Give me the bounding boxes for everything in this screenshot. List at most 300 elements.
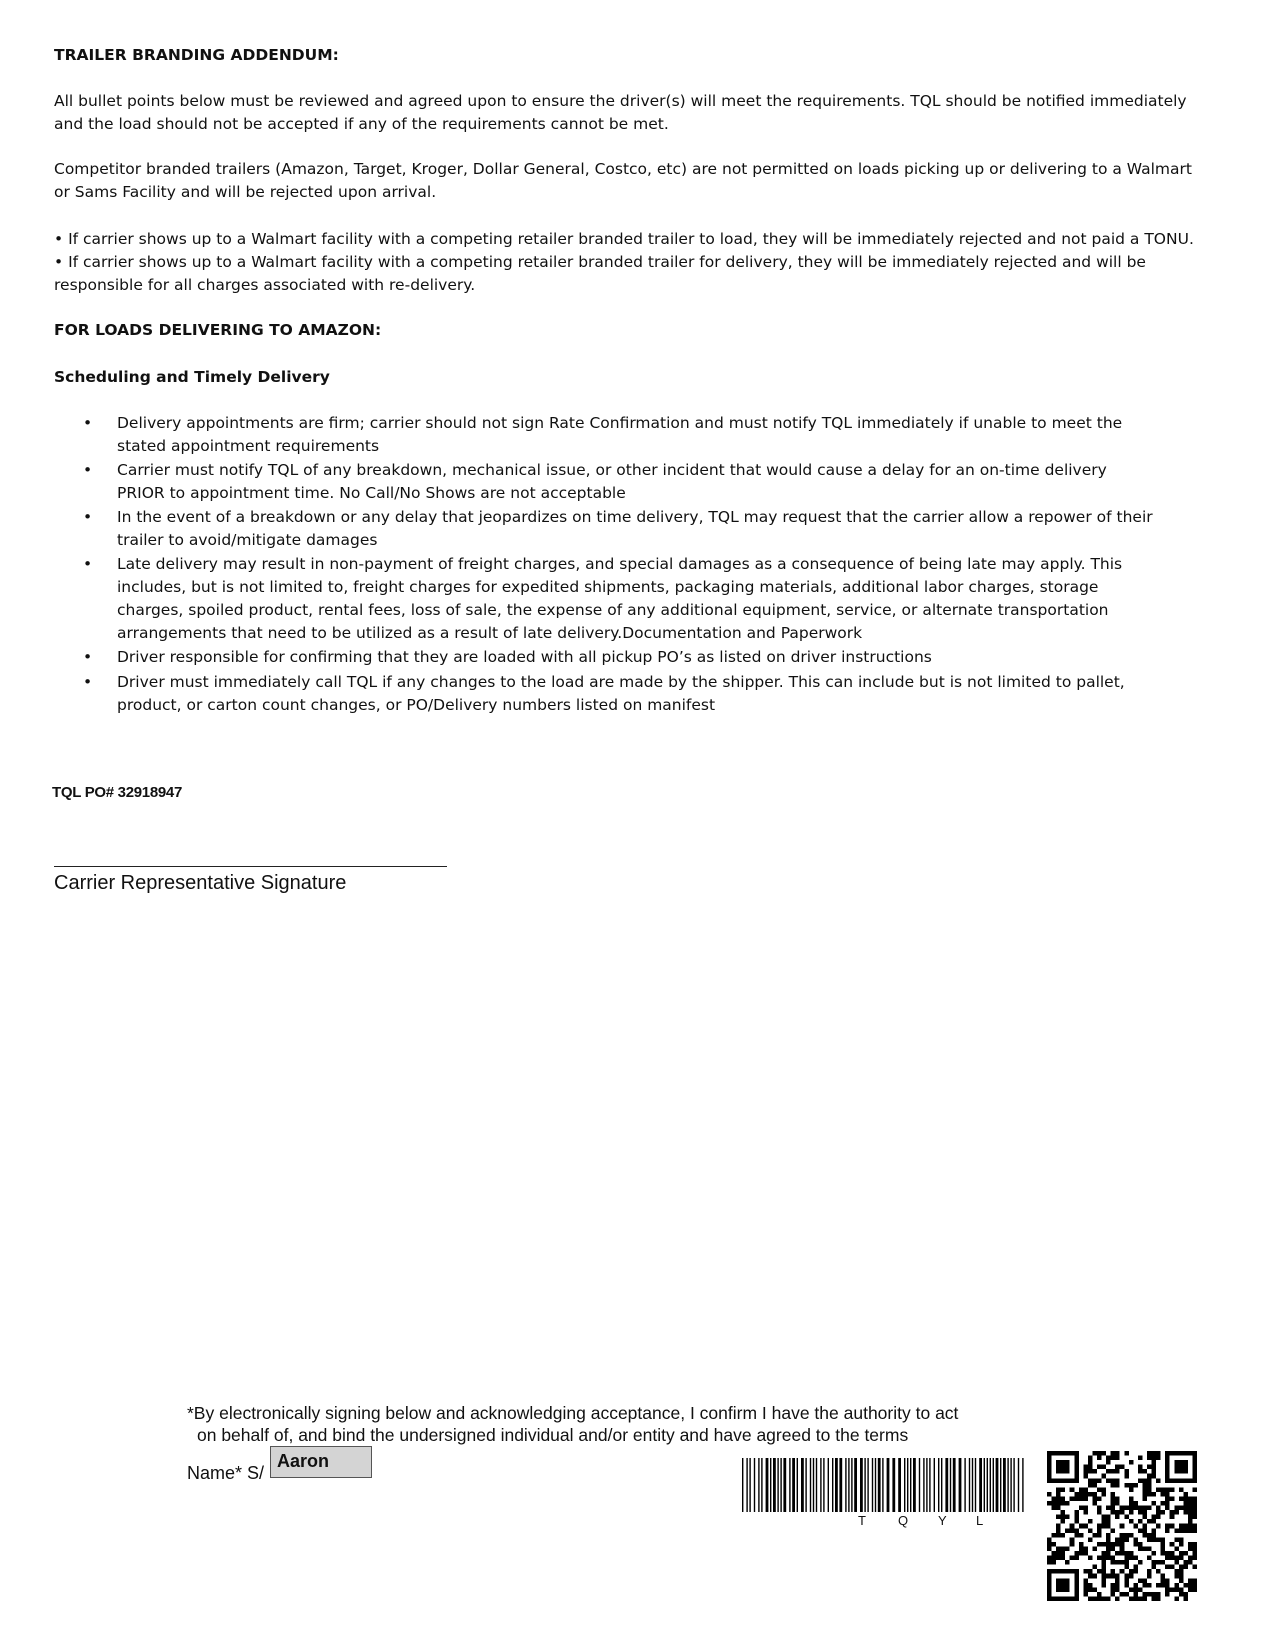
qr-module — [1165, 1587, 1170, 1592]
qr-module — [1083, 1474, 1088, 1479]
qr-module — [1047, 1556, 1052, 1561]
qr-module — [1156, 1537, 1161, 1542]
qr-module — [1188, 1515, 1193, 1520]
qr-module — [1152, 1515, 1157, 1520]
barcode-bar — [929, 1458, 930, 1512]
qr-module — [1156, 1583, 1161, 1588]
qr-module — [1156, 1451, 1161, 1456]
qr-module — [1174, 1510, 1179, 1515]
qr-module — [1097, 1524, 1102, 1529]
name-signature-field[interactable]: Aaron — [270, 1446, 372, 1478]
barcode-bar — [938, 1458, 939, 1512]
qr-module — [1165, 1487, 1170, 1492]
qr-module — [1129, 1487, 1134, 1492]
qr-module — [1120, 1551, 1125, 1556]
qr-module — [1111, 1496, 1116, 1501]
qr-module — [1174, 1587, 1179, 1592]
qr-module — [1161, 1551, 1166, 1556]
qr-module — [1188, 1587, 1193, 1592]
qr-module — [1083, 1506, 1088, 1511]
acknowledgement-line-2: on behalf of, and bind the undersigned individual and/or entity and have agreed to the terms — [197, 1425, 909, 1445]
qr-module — [1192, 1556, 1197, 1561]
barcode-bar — [749, 1458, 750, 1512]
qr-module — [1097, 1510, 1102, 1515]
barcode-bar — [993, 1458, 994, 1512]
qr-module — [1138, 1465, 1143, 1470]
qr-module — [1120, 1510, 1125, 1515]
qr-module — [1106, 1546, 1111, 1551]
qr-module — [1074, 1528, 1079, 1533]
qr-module — [1115, 1456, 1120, 1461]
qr-module — [1165, 1524, 1170, 1529]
barcode-bar — [789, 1458, 790, 1512]
qr-module — [1088, 1587, 1093, 1592]
qr-module — [1115, 1483, 1120, 1488]
qr-module — [1192, 1515, 1197, 1520]
qr-module — [1074, 1496, 1079, 1501]
qr-module — [1179, 1524, 1184, 1529]
barcode-bar — [1013, 1458, 1014, 1512]
qr-module — [1083, 1510, 1088, 1515]
qr-module — [1152, 1560, 1157, 1565]
barcode-bar — [969, 1458, 970, 1512]
qr-module — [1152, 1565, 1157, 1570]
qr-module — [1061, 1501, 1066, 1506]
qr-module — [1111, 1469, 1116, 1474]
qr-module — [1161, 1560, 1166, 1565]
qr-module — [1088, 1574, 1093, 1579]
qr-module — [1170, 1565, 1175, 1570]
barcode-bar — [848, 1458, 849, 1512]
bullet-icon: • — [83, 508, 93, 526]
qr-module — [1142, 1524, 1147, 1529]
qr-module — [1133, 1587, 1138, 1592]
qr-module — [1052, 1506, 1057, 1511]
barcode-bar — [975, 1458, 976, 1512]
qr-module — [1106, 1469, 1111, 1474]
qr-module — [1170, 1556, 1175, 1561]
qr-module — [1179, 1506, 1184, 1511]
qr-module — [1061, 1496, 1066, 1501]
qr-module — [1111, 1451, 1116, 1456]
qr-module — [1056, 1506, 1061, 1511]
qr-module — [1056, 1546, 1061, 1551]
amazon-heading: FOR LOADS DELIVERING TO AMAZON: — [54, 321, 382, 339]
intro-paragraph: All bullet points below must be reviewed and agreed upon to ensure the driver(s) will meet the requirements. TQL should be notified immediately and the load should not be accepted if any of the requirements cannot be met. — [54, 92, 1187, 133]
qr-module — [1079, 1492, 1084, 1497]
addendum-heading: TRAILER BRANDING ADDENDUM: — [54, 46, 339, 64]
qr-module — [1133, 1565, 1138, 1570]
bullet-icon: • — [83, 414, 93, 432]
qr-module — [1115, 1587, 1120, 1592]
qr-module — [1124, 1469, 1129, 1474]
qr-module — [1065, 1501, 1070, 1506]
barcode-bar — [887, 1458, 890, 1512]
qr-module — [1156, 1560, 1161, 1565]
barcode-bar — [907, 1458, 908, 1512]
qr-module — [1156, 1456, 1161, 1461]
qr-module — [1115, 1501, 1120, 1506]
qr-module — [1111, 1542, 1116, 1547]
qr-module — [1170, 1542, 1175, 1547]
qr-module — [1152, 1451, 1157, 1456]
qr-module — [1142, 1506, 1147, 1511]
barcode-bar — [904, 1458, 905, 1512]
qr-module — [1088, 1465, 1093, 1470]
qr-module — [1070, 1524, 1075, 1529]
qr-module — [1170, 1587, 1175, 1592]
qr-module — [1111, 1569, 1116, 1574]
qr-module — [1170, 1487, 1175, 1492]
barcode-char: T — [858, 1513, 866, 1528]
barcode-bar — [828, 1458, 829, 1512]
qr-module — [1170, 1551, 1175, 1556]
qr-module — [1124, 1537, 1129, 1542]
qr-module — [1133, 1501, 1138, 1506]
qr-module — [1092, 1483, 1097, 1488]
barcode-bar — [780, 1458, 781, 1512]
qr-module — [1097, 1528, 1102, 1533]
qr-module — [1188, 1524, 1193, 1529]
qr-module — [1056, 1578, 1070, 1592]
qr-module — [1138, 1469, 1143, 1474]
qr-module — [1161, 1501, 1166, 1506]
barcode-bar — [987, 1458, 988, 1512]
qr-module — [1079, 1524, 1084, 1529]
qr-module — [1097, 1542, 1102, 1547]
qr-module — [1092, 1501, 1097, 1506]
qr-module — [1183, 1524, 1188, 1529]
qr-module — [1070, 1542, 1075, 1547]
qr-module — [1124, 1574, 1129, 1579]
qr-module — [1183, 1506, 1188, 1511]
qr-module — [1070, 1556, 1075, 1561]
barcode-bar — [919, 1458, 920, 1512]
qr-module — [1047, 1542, 1052, 1547]
qr-module — [1174, 1506, 1179, 1511]
qr-module — [1183, 1583, 1188, 1588]
qr-module — [1065, 1546, 1070, 1551]
qr-module — [1192, 1578, 1197, 1583]
qr-module — [1074, 1533, 1079, 1538]
qr-module — [1142, 1546, 1147, 1551]
qr-module — [1129, 1556, 1134, 1561]
po-number: TQL PO# 32918947 — [52, 784, 183, 801]
qr-module — [1056, 1501, 1061, 1506]
barcode-bar — [766, 1458, 769, 1512]
qr-module — [1188, 1501, 1193, 1506]
qr-module — [1097, 1456, 1102, 1461]
qr-module — [1097, 1556, 1102, 1561]
qr-module — [1079, 1506, 1084, 1511]
qr-module — [1170, 1510, 1175, 1515]
qr-module — [1092, 1565, 1097, 1570]
qr-module — [1052, 1560, 1057, 1565]
qr-module — [1092, 1492, 1097, 1497]
qr-module — [1183, 1492, 1188, 1497]
barcode-bar — [959, 1458, 962, 1512]
qr-module — [1102, 1551, 1107, 1556]
barcode-bar — [979, 1458, 982, 1512]
qr-module — [1192, 1506, 1197, 1511]
qr-module — [1065, 1515, 1070, 1520]
barcode-bar — [754, 1458, 755, 1512]
barcode-char: Q — [898, 1513, 909, 1528]
qr-module — [1161, 1492, 1166, 1497]
qr-module — [1102, 1596, 1107, 1601]
qr-module — [1192, 1524, 1197, 1529]
barcode-bar — [832, 1458, 833, 1512]
qr-module — [1138, 1542, 1143, 1547]
qr-module — [1152, 1469, 1157, 1474]
qr-module — [1111, 1528, 1116, 1533]
qr-module — [1061, 1515, 1066, 1520]
qr-module — [1161, 1487, 1166, 1492]
qr-module — [1179, 1578, 1184, 1583]
qr-module — [1183, 1496, 1188, 1501]
qr-module — [1152, 1551, 1157, 1556]
qr-module — [1065, 1528, 1070, 1533]
qr-module — [1174, 1596, 1179, 1601]
qr-module — [1192, 1501, 1197, 1506]
qr-module — [1138, 1578, 1143, 1583]
qr-module — [1047, 1560, 1052, 1565]
signature-label: Carrier Representative Signature — [54, 872, 347, 894]
barcode-bar — [860, 1458, 863, 1512]
qr-module — [1156, 1515, 1161, 1520]
qr-module — [1192, 1542, 1197, 1547]
qr-module — [1083, 1546, 1088, 1551]
barcode-bar — [783, 1458, 786, 1512]
qr-module — [1147, 1478, 1152, 1483]
barcode-bar — [777, 1458, 778, 1512]
qr-module — [1102, 1565, 1107, 1570]
qr-module — [1192, 1528, 1197, 1533]
qr-module — [1129, 1510, 1134, 1515]
qr-module — [1174, 1460, 1188, 1474]
qr-module — [1156, 1524, 1161, 1529]
qr-module — [1147, 1556, 1152, 1561]
qr-module — [1152, 1460, 1157, 1465]
qr-module — [1115, 1451, 1120, 1456]
qr-module — [1133, 1596, 1138, 1601]
qr-module — [1147, 1456, 1152, 1461]
qr-module — [1179, 1528, 1184, 1533]
qr-module — [1083, 1469, 1088, 1474]
barcode-bar — [845, 1458, 846, 1512]
qr-module — [1070, 1496, 1075, 1501]
qr-module — [1129, 1574, 1134, 1579]
qr-module — [1188, 1519, 1193, 1524]
barcode-bar — [864, 1458, 865, 1512]
qr-module — [1165, 1496, 1170, 1501]
qr-module — [1115, 1560, 1120, 1565]
qr-module — [1102, 1524, 1107, 1529]
qr-module — [1102, 1578, 1107, 1583]
qr-module — [1106, 1542, 1111, 1547]
qr-module — [1179, 1569, 1184, 1574]
qr-module — [1170, 1524, 1175, 1529]
barcode-bar — [953, 1458, 956, 1512]
qr-module — [1092, 1533, 1097, 1538]
qr-module — [1088, 1556, 1093, 1561]
qr-module — [1129, 1501, 1134, 1506]
qr-module — [1129, 1533, 1134, 1538]
qr-module — [1074, 1510, 1079, 1515]
list-item-text: Driver responsible for confirming that they are loaded with all pickup PO’s as listed on driver instructions — [117, 648, 932, 666]
qr-module — [1083, 1465, 1088, 1470]
qr-module — [1097, 1496, 1102, 1501]
qr-module — [1192, 1565, 1197, 1570]
barcode-char: Y — [938, 1513, 947, 1528]
barcode-bar — [923, 1458, 924, 1512]
qr-module — [1142, 1596, 1147, 1601]
qr-module — [1092, 1496, 1097, 1501]
qr-module — [1124, 1592, 1129, 1597]
qr-module — [1111, 1546, 1116, 1551]
qr-module — [1088, 1583, 1093, 1588]
qr-module — [1097, 1592, 1102, 1597]
qr-module — [1102, 1515, 1107, 1520]
barcode-bar — [742, 1458, 743, 1512]
list-item-text: In the event of a breakdown or any delay that jeopardizes on time delivery, TQL may request that the carrier allow a repower of their trailer to avoid/mitigate damages — [117, 508, 1153, 549]
qr-module — [1124, 1556, 1129, 1561]
qr-module — [1115, 1465, 1120, 1470]
qr-module — [1056, 1533, 1061, 1538]
qr-module — [1070, 1537, 1075, 1542]
qr-module — [1147, 1451, 1152, 1456]
qr-module — [1170, 1496, 1175, 1501]
barcode-bar — [913, 1458, 916, 1512]
qr-module — [1052, 1496, 1057, 1501]
barcode-char: L — [976, 1513, 984, 1528]
qr-module — [1165, 1583, 1170, 1588]
qr-module — [1129, 1483, 1134, 1488]
qr-module — [1115, 1583, 1120, 1588]
qr-module — [1092, 1469, 1097, 1474]
qr-module — [1152, 1533, 1157, 1538]
qr-module — [1183, 1560, 1188, 1565]
qr-module — [1138, 1528, 1143, 1533]
qr-module — [1102, 1569, 1107, 1574]
walmart-bullet-load: • If carrier shows up to a Walmart facility with a competing retailer branded trailer to load, they will be immediately rejected and not paid a TONU. — [54, 230, 1194, 248]
qr-module — [1088, 1456, 1093, 1461]
qr-module — [1179, 1537, 1184, 1542]
qr-module — [1188, 1583, 1193, 1588]
qr-module — [1174, 1556, 1179, 1561]
qr-module — [1083, 1592, 1088, 1597]
qr-module — [1188, 1546, 1193, 1551]
qr-module — [1083, 1583, 1088, 1588]
qr-module — [1165, 1501, 1170, 1506]
qr-module — [1120, 1569, 1125, 1574]
qr-module — [1174, 1583, 1179, 1588]
qr-module — [1079, 1542, 1084, 1547]
qr-module — [1138, 1510, 1143, 1515]
barcode-bar — [773, 1458, 776, 1512]
qr-module — [1129, 1551, 1134, 1556]
barcode-bar — [950, 1458, 951, 1512]
qr-module — [1111, 1592, 1116, 1597]
qr-module — [1106, 1556, 1111, 1561]
qr-module — [1188, 1560, 1193, 1565]
qr-module — [1156, 1592, 1161, 1597]
barcode-bar — [854, 1458, 857, 1512]
qr-module — [1142, 1496, 1147, 1501]
qr-module — [1129, 1519, 1134, 1524]
qr-module — [1083, 1569, 1088, 1574]
qr-module — [1124, 1533, 1129, 1538]
qr-module — [1142, 1487, 1147, 1492]
qr-module — [1106, 1456, 1111, 1461]
qr-module — [1147, 1569, 1152, 1574]
qr-module — [1156, 1510, 1161, 1515]
qr-module — [1188, 1506, 1193, 1511]
qr-module — [1052, 1556, 1057, 1561]
qr-module — [1183, 1596, 1188, 1601]
qr-module — [1124, 1560, 1129, 1565]
qr-module — [1147, 1483, 1152, 1488]
barcode-bar — [813, 1458, 814, 1512]
qr-module — [1083, 1551, 1088, 1556]
qr-module — [1092, 1596, 1097, 1601]
qr-module — [1102, 1560, 1107, 1565]
qr-module — [1138, 1478, 1143, 1483]
qr-module — [1129, 1506, 1134, 1511]
barcode-icon — [742, 1458, 1026, 1512]
qr-module — [1188, 1496, 1193, 1501]
qr-module — [1102, 1556, 1107, 1561]
qr-module — [1088, 1596, 1093, 1601]
qr-module — [1179, 1556, 1184, 1561]
qr-module — [1061, 1510, 1066, 1515]
qr-module — [1179, 1496, 1184, 1501]
barcode-bar — [964, 1458, 965, 1512]
barcode-bar — [770, 1458, 771, 1512]
qr-module — [1165, 1551, 1170, 1556]
qr-module — [1120, 1542, 1125, 1547]
qr-module — [1192, 1487, 1197, 1492]
qr-module — [1129, 1460, 1134, 1465]
qr-module — [1056, 1551, 1061, 1556]
bullet-icon: • — [83, 461, 93, 479]
qr-module — [1074, 1515, 1079, 1520]
qr-module — [1165, 1528, 1170, 1533]
qr-module — [1138, 1456, 1143, 1461]
qr-module — [1102, 1465, 1107, 1470]
qr-module — [1115, 1469, 1120, 1474]
barcode-bar — [805, 1458, 806, 1512]
qr-module — [1070, 1487, 1075, 1492]
barcode-bar — [926, 1458, 927, 1512]
qr-module — [1156, 1487, 1161, 1492]
qr-module — [1056, 1492, 1061, 1497]
qr-module — [1133, 1483, 1138, 1488]
qr-module — [1183, 1565, 1188, 1570]
qr-module — [1061, 1519, 1066, 1524]
qr-module — [1174, 1574, 1179, 1579]
qr-module — [1147, 1492, 1152, 1497]
qr-module — [1133, 1537, 1138, 1542]
qr-module — [1138, 1546, 1143, 1551]
qr-module — [1061, 1546, 1066, 1551]
qr-module — [1083, 1496, 1088, 1501]
qr-module — [1183, 1592, 1188, 1597]
barcode-bar — [875, 1458, 876, 1512]
qr-module — [1142, 1515, 1147, 1520]
qr-module — [1102, 1542, 1107, 1547]
qr-module — [1056, 1528, 1061, 1533]
